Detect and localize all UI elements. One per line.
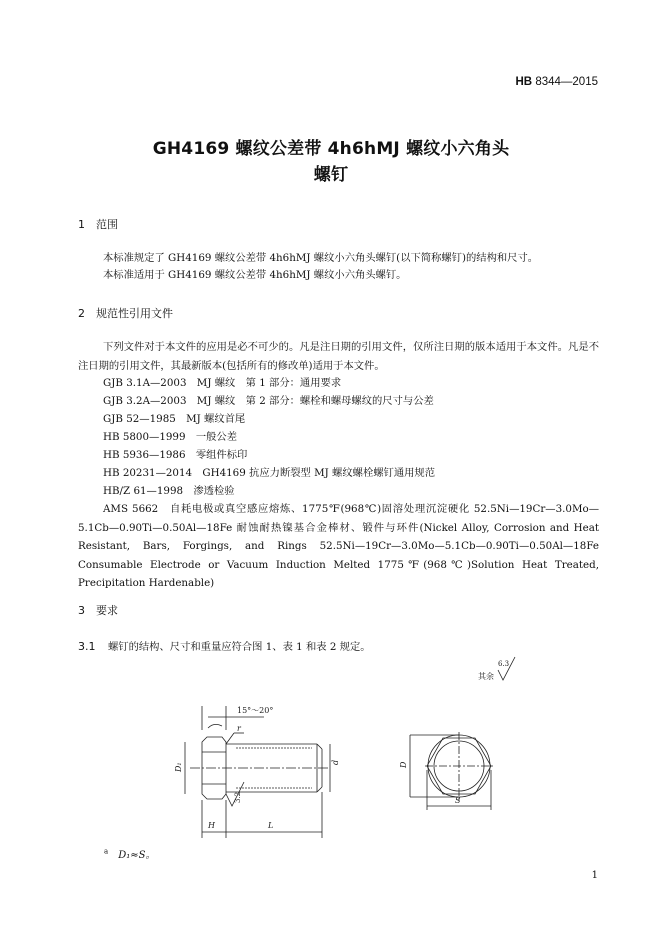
reference-item: HB/Z 61—1998 渗透检验 [103,485,235,497]
reference-item: HB 5800—1999 一般公差 [103,431,238,443]
standard-number: HB 8344—2015 [515,76,598,88]
svg-text:D₁: D₁ [174,762,183,772]
reference-item: HB 20231—2014 GH4169 抗应力断裂型 MJ 螺纹螺栓螺钉通用规范 [103,467,436,479]
svg-text:d: d [331,759,340,765]
doc-title-line2: 螺钉 [313,165,349,185]
svg-text:15°～20°: 15°～20° [237,706,274,715]
footnote-a: $^a$ D₁≈S。 [104,847,156,861]
bolt-end-view [399,732,493,810]
svg-text:r: r [237,724,241,733]
reference-ams-5662: AMS 5662 自耗电极或真空感应熔炼、1775℉(968℃)固溶处理沉淀硬化 52.5Ni—19Cr—3.0Mo—5.1Cb—0.90Ti—0.50Al—18Fe 耐蚀耐热镍基合金棒材、锻件与环件(Nickel Alloy, Corrosion and Heat Resistant, Bars, Forgings, and Rings 52.5Ni—19Cr—3.0Mo—5.1Cb—0.90Ti—0.50Al—18Fe Consumable Electrode or Vacuum Induction Melted 1775℉(968℃)Solution Heat Treated, Precipitation Hardenable) [78,503,599,589]
scope-paragraph-1: 本标准规定了 GH4169 螺纹公差带 4h6hMJ 螺纹小六角头螺钉(以下简称螺钉)的结构和尺寸。 [103,252,539,264]
reference-item: GJB 52—1985 MJ 螺纹首尾 [103,413,246,425]
section-2-heading: 2 规范性引用文件 [78,307,173,320]
svg-text:S: S [455,796,461,805]
reference-item: GJB 3.2A—2003 MJ 螺纹 第 2 部分：螺栓和螺母螺纹的尺寸与公差 [103,395,434,407]
references-intro: 下列文件对于本文件的应用是必不可少的。凡是注日期的引用文件，仅所注日期的版本适用于本文件。凡是不注日期的引用文件，其最新版本(包括所有的修改单)适用于本文件。 [78,341,599,372]
doc-title-line1: GH4169 螺纹公差带 4h6hMJ 螺纹小六角头 [152,139,510,159]
svg-text:3.2: 3.2 [234,791,242,803]
page-number: 1 [591,870,598,881]
svg-text:6.3: 6.3 [498,660,510,668]
section-3-heading: 3 要求 [78,604,118,617]
svg-text:H: H [208,821,215,830]
section-1-heading: 1 范围 [78,218,118,231]
svg-text:D: D [399,761,408,768]
reference-item: GJB 3.1A—2003 MJ 螺纹 第 1 部分：通用要求 [103,377,342,389]
clause-3-1: 3.1 螺钉的结构、尺寸和重量应符合图 1、表 1 和表 2 规定。 [78,640,371,653]
bolt-side-view [174,706,340,838]
surface-roughness-symbol [478,657,515,681]
svg-text:其余: 其余 [478,672,494,681]
svg-text:L: L [268,821,274,830]
scope-paragraph-2: 本标准适用于 GH4169 螺纹公差带 4h6hMJ 螺纹小六角头螺钉。 [103,269,407,281]
reference-item: HB 5936—1986 零组件标印 [103,449,248,461]
